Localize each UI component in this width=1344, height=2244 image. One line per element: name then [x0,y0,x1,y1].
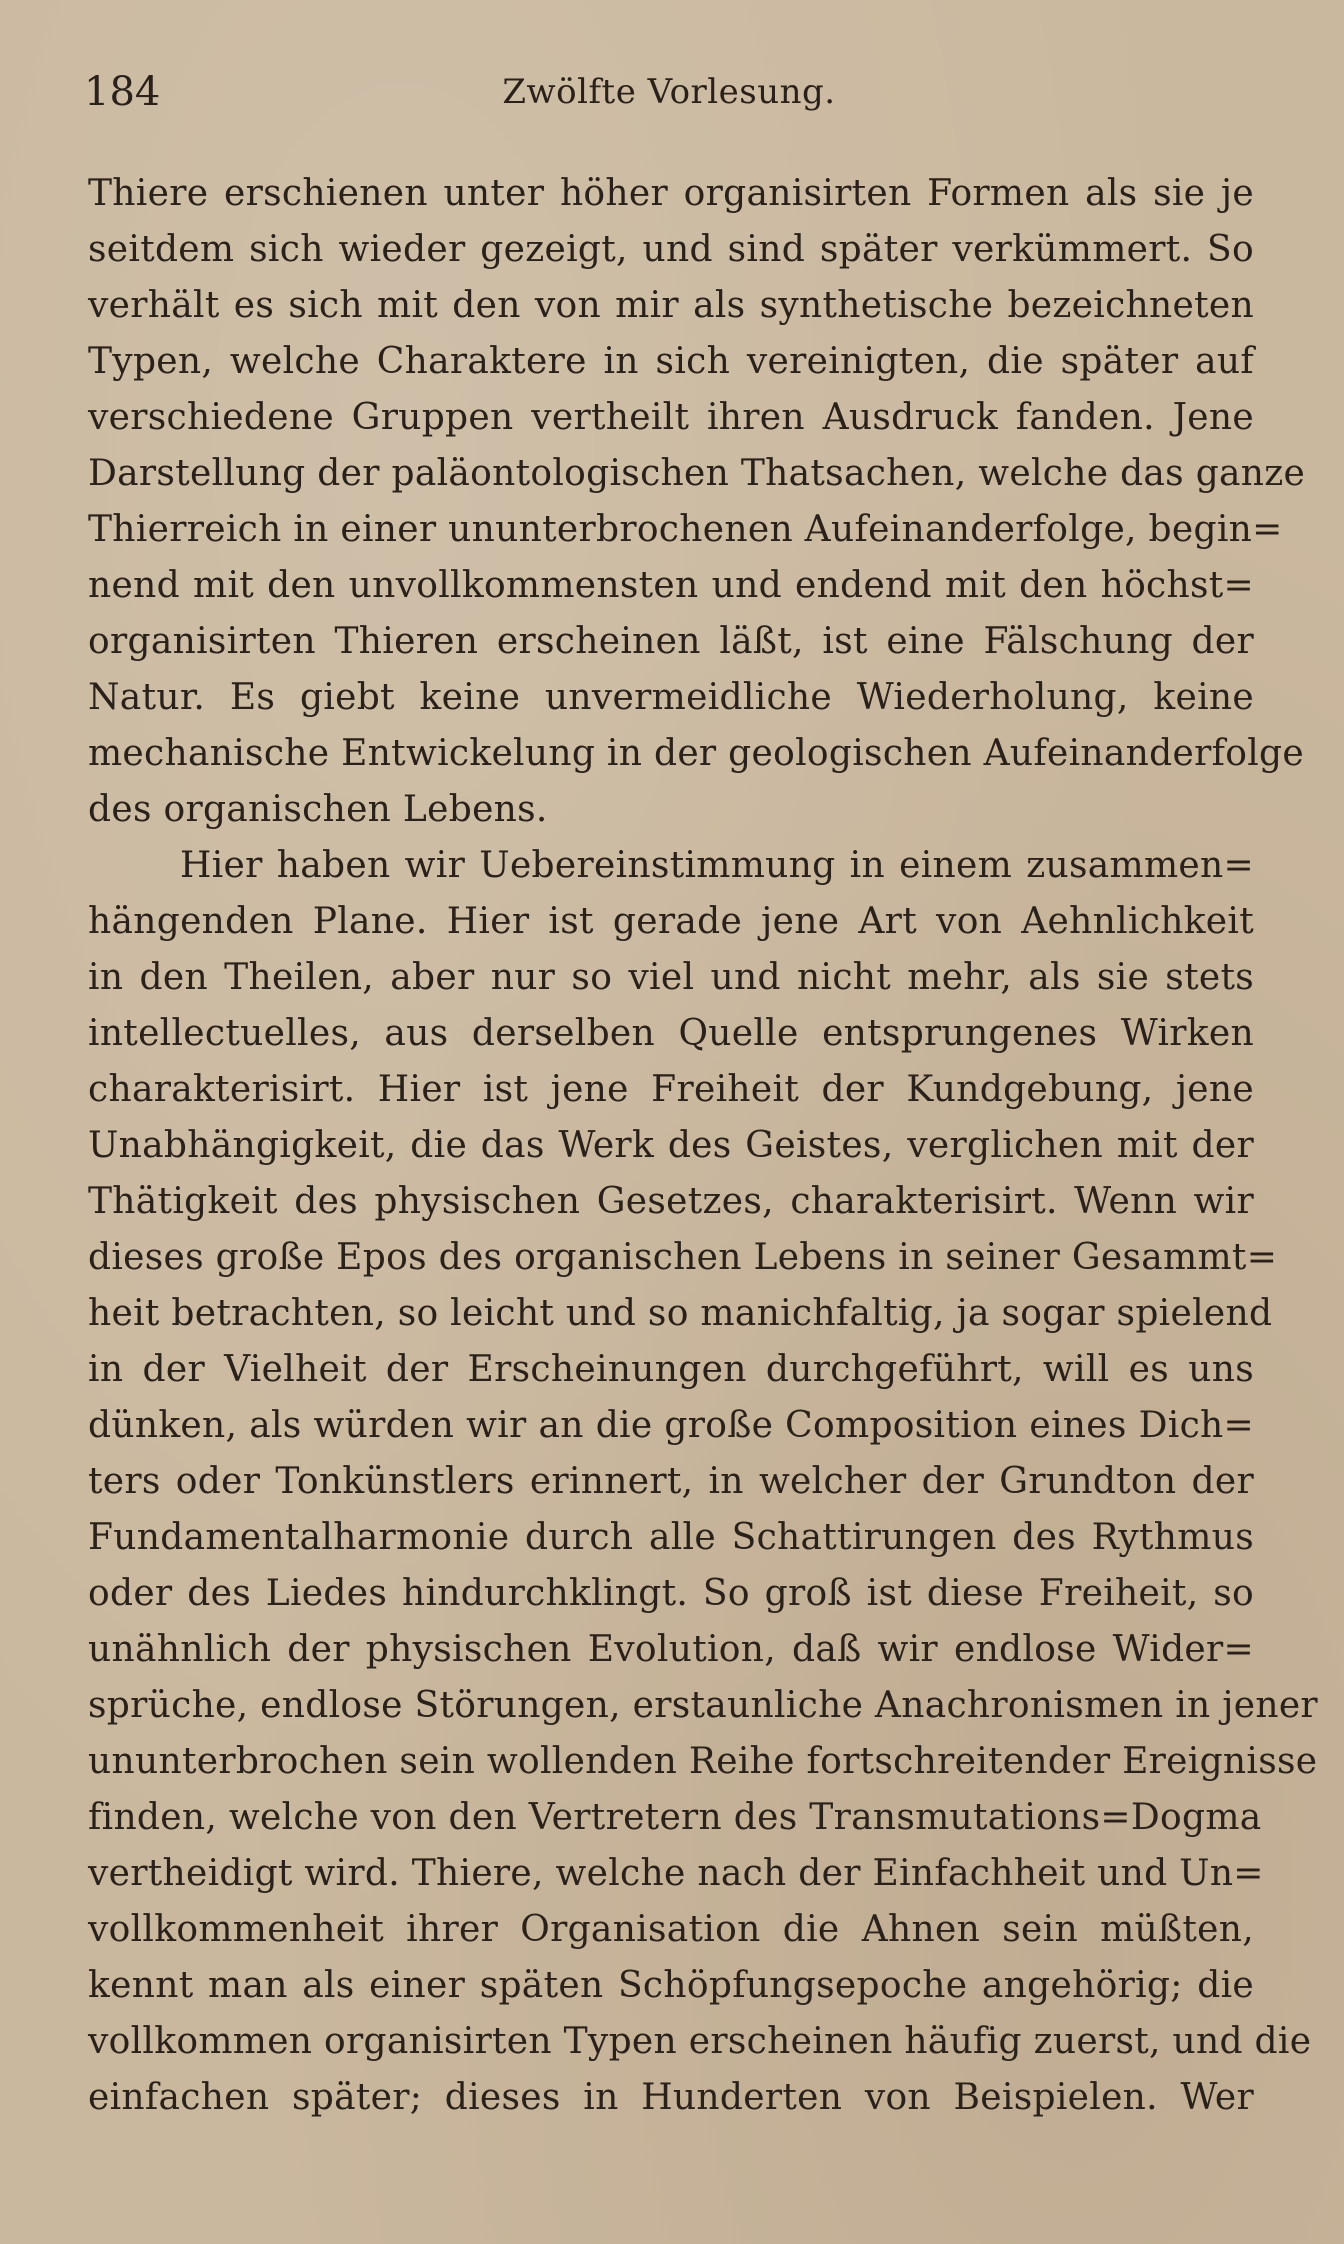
page-header [84,62,1254,122]
text-line: Thätigkeit des physischen Gesetzes, charakterisirt. Wenn wir [88,1181,1254,1222]
text-line: Typen, welche Charaktere in sich vereinigten, die später auf [88,341,1254,382]
text-line: organisirten Thieren erscheinen läßt, ist eine Fälschung der [88,621,1254,662]
text-line: ters oder Tonkünstlers erinnert, in welcher der Grundton der [88,1461,1254,1502]
text-line: sprüche, endlose Störungen, erstaunliche Anachronismen in jener [88,1685,1318,1726]
text-line: Natur. Es giebt keine unvermeidliche Wiederholung, keine [88,677,1254,718]
paragraph-2 [88,838,1318,2126]
text-line: hängenden Plane. Hier ist gerade jene Art von Aehnlichkeit [88,901,1254,942]
text-line: in den Theilen, aber nur so viel und nicht mehr, als sie stets [88,957,1254,998]
text-line: Hier haben wir Uebereinstimmung in einem zusammen= [180,845,1254,886]
text-line: Unabhängigkeit, die das Werk des Geistes, verglichen mit der [88,1125,1254,1166]
text-line: oder des Liedes hindurchklingt. So groß ist diese Freiheit, so [88,1573,1254,1614]
text-line: einfachen später; dieses in Hunderten von Beispielen. Wer [88,2077,1254,2118]
text-line: verhält es sich mit den von mir als synthetische bezeichneten [88,285,1254,326]
body-text [88,166,1318,2126]
text-line: Darstellung der paläontologischen Thatsachen, welche das ganze [88,453,1306,494]
text-line: vertheidigt wird. Thiere, welche nach der Einfachheit und Un= [88,1853,1264,1894]
text-line: ununterbrochen sein wollenden Reihe fortschreitender Ereignisse [88,1741,1318,1782]
text-line: intellectuelles, aus derselben Quelle entsprungenes Wirken [88,1013,1254,1054]
paragraph-1 [88,166,1306,838]
text-line: mechanische Entwickelung in der geologischen Aufeinanderfolge [88,733,1304,774]
text-line: unähnlich der physischen Evolution, daß wir endlose Wider= [88,1629,1254,1670]
page-number: 184 [84,69,161,115]
running-head: Zwölfte Vorlesung. [502,72,836,112]
text-line: vollkommen organisirten Typen erscheinen häufig zuerst, und die [88,2021,1312,2062]
text-line: dünken, als würden wir an die große Composition eines Dich= [88,1405,1254,1446]
text-line: heit betrachten, so leicht und so manichfaltig, ja sogar spielend [88,1293,1273,1334]
text-line: verschiedene Gruppen vertheilt ihren Ausdruck fanden. Jene [88,397,1254,438]
text-line: kennt man als einer späten Schöpfungsepoche angehörig; die [88,1965,1254,2006]
text-line: nend mit den unvollkommensten und endend mit den höchst= [88,565,1254,606]
text-line: charakterisirt. Hier ist jene Freiheit der Kundgebung, jene [88,1069,1254,1110]
text-line: in der Vielheit der Erscheinungen durchgeführt, will es uns [88,1349,1254,1390]
text-line: seitdem sich wieder gezeigt, und sind später verkümmert. So [88,229,1254,270]
text-line: finden, welche von den Vertretern des Transmutations=Dogma [88,1797,1262,1838]
text-line: des organischen Lebens. [88,789,548,830]
text-line: vollkommenheit ihrer Organisation die Ahnen sein müßten, [88,1909,1254,1950]
text-line: Fundamentalharmonie durch alle Schattirungen des Rythmus [88,1517,1254,1558]
text-line: dieses große Epos des organischen Lebens in seiner Gesammt= [88,1237,1278,1278]
text-line: Thiere erschienen unter höher organisirten Formen als sie je [88,173,1254,214]
text-line: Thierreich in einer ununterbrochenen Aufeinanderfolge, begin= [88,509,1283,550]
